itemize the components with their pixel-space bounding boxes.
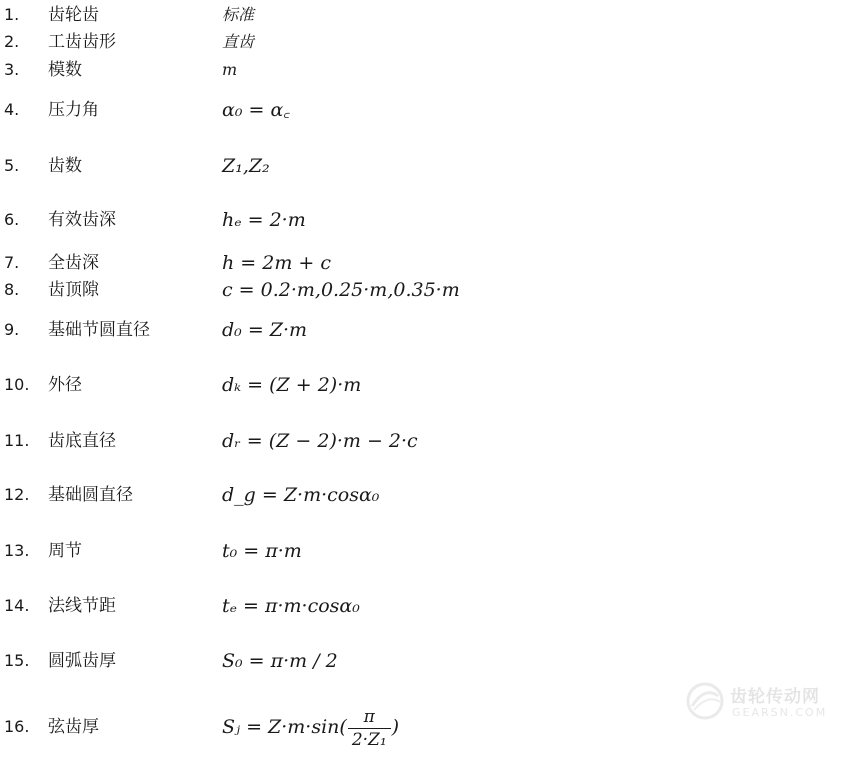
item-name: 齿轮齿: [48, 5, 99, 25]
formula-suffix: ): [391, 716, 400, 738]
item-number: 2.: [4, 32, 20, 51]
item-value: h = 2m + c: [222, 252, 331, 274]
item-number: 13.: [4, 541, 30, 560]
item-value: dₖ = (Z + 2)·m: [222, 374, 362, 396]
item-name: 基础节圆直径: [48, 320, 150, 340]
item-name: 外径: [48, 375, 82, 395]
list-item: [0, 426, 868, 456]
item-name: 基础圆直径: [48, 485, 133, 505]
list-item: [0, 480, 868, 510]
item-name: 压力角: [48, 100, 99, 120]
item-name: 齿数: [48, 156, 82, 176]
item-value: Z₁,Z₂: [222, 155, 270, 177]
item-number: 14.: [4, 596, 30, 615]
item-number: 9.: [4, 320, 20, 339]
item-number: 1.: [4, 5, 20, 24]
item-number: 4.: [4, 100, 20, 119]
item-number: 5.: [4, 156, 20, 175]
item-value: d₀ = Z·m: [222, 319, 308, 341]
watermark-text: 齿轮传动网: [730, 687, 820, 707]
gear-logo-icon: [684, 680, 726, 722]
item-name: 有效齿深: [48, 210, 116, 230]
item-value: d_g = Z·m·cosα₀: [222, 484, 380, 506]
list-item: [0, 151, 868, 181]
item-name: 圆弧齿厚: [48, 651, 116, 671]
item-number: 16.: [4, 717, 30, 736]
item-number: 3.: [4, 60, 20, 79]
item-number: 6.: [4, 210, 20, 229]
item-name: 周节: [48, 541, 82, 561]
item-value: 直齿: [222, 32, 255, 51]
watermark-subtext: GEARSN.COM: [732, 706, 828, 719]
item-value: α₀ = α꜀: [222, 99, 290, 121]
item-number: 15.: [4, 651, 30, 670]
fraction-denominator: 2·Z₁: [351, 729, 387, 750]
item-value: c = 0.2·m,0.25·m,0.35·m: [222, 279, 460, 301]
item-value: tₑ = π·m·cosα₀: [222, 595, 360, 617]
watermark: [684, 672, 854, 732]
item-name: 工齿齿形: [48, 32, 116, 52]
item-number: 7.: [4, 253, 20, 272]
item-number: 12.: [4, 485, 30, 504]
item-name: 齿顶隙: [48, 280, 99, 300]
fraction-numerator: π: [348, 706, 391, 729]
item-number: 8.: [4, 280, 20, 299]
item-number: 11.: [4, 431, 30, 450]
list-item: [0, 95, 868, 125]
list-item: [0, 591, 868, 621]
list-item: [0, 55, 868, 85]
item-value: dᵣ = (Z − 2)·m − 2·c: [222, 430, 418, 452]
list-item: [0, 0, 868, 30]
item-name: 全齿深: [48, 253, 99, 273]
list-item: [0, 536, 868, 566]
list-item: [0, 248, 868, 278]
item-value: S₀ = π·m / 2: [222, 650, 338, 672]
item-value: t₀ = π·m: [222, 540, 302, 562]
item-number: 10.: [4, 375, 30, 394]
list-item: [0, 370, 868, 400]
item-name: 法线节距: [48, 596, 116, 616]
item-value: m: [222, 60, 238, 79]
item-value: [222, 702, 399, 752]
formula-prefix: Sⱼ = Z·m·sin(: [222, 716, 347, 738]
fraction: [348, 706, 391, 751]
item-value: 标准: [222, 5, 255, 24]
list-item: [0, 315, 868, 345]
item-name: 弦齿厚: [48, 717, 99, 737]
item-value: hₑ = 2·m: [222, 209, 306, 231]
list-item: [0, 27, 868, 57]
item-name: 齿底直径: [48, 431, 116, 451]
item-name: 模数: [48, 60, 82, 80]
list-item: [0, 275, 868, 305]
list-item: [0, 205, 868, 235]
